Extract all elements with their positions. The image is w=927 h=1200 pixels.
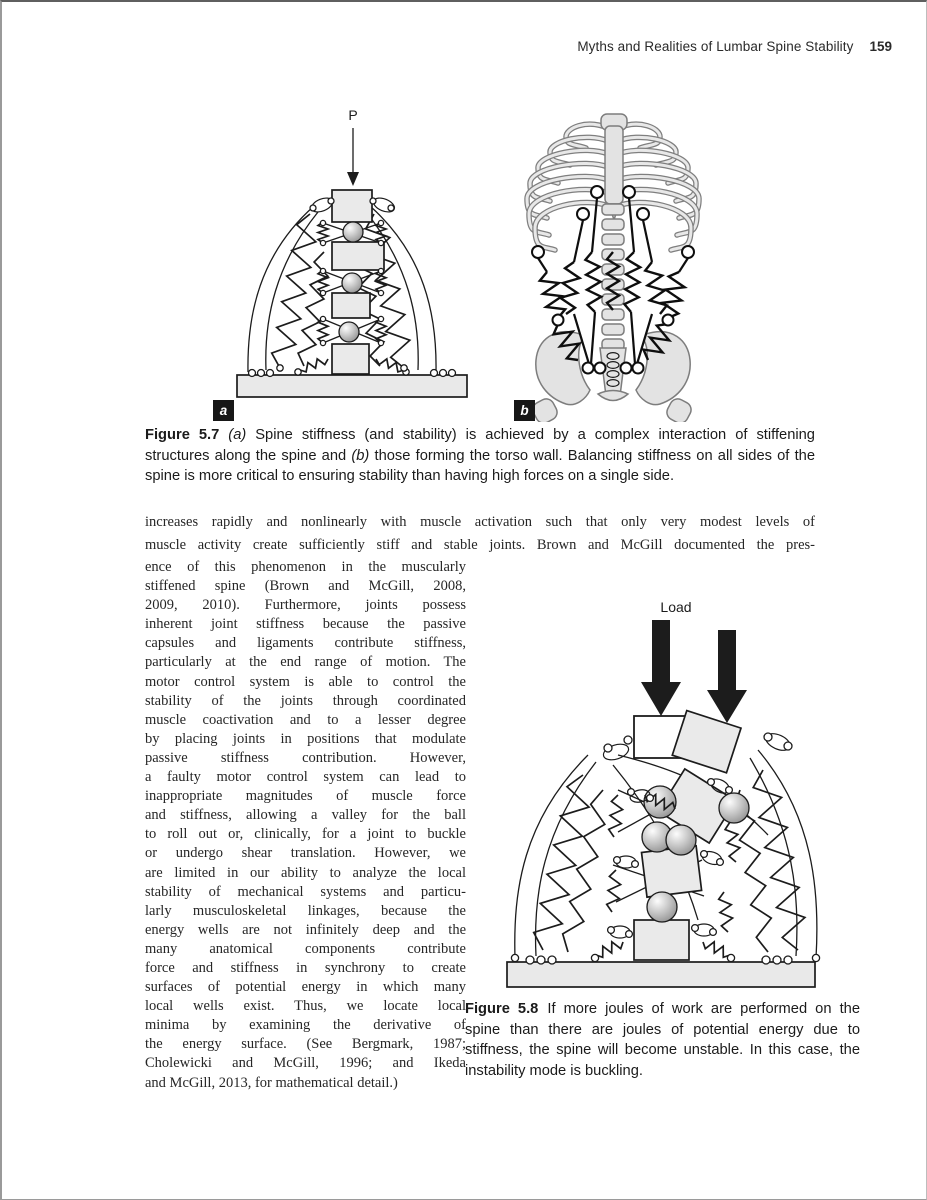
text-line: or undergo shear translation. However, we <box>145 845 466 862</box>
text-line: motor control system is able to control the <box>145 673 466 690</box>
text-line: stability of the joints through coordinated <box>145 692 466 709</box>
force-p-label: P <box>348 107 358 123</box>
caption-text: those forming the torso wall. Balancing stiffness on all sides of the spine is more critical to ensuring stability than having high forces on a single side. <box>145 447 815 485</box>
text-line: surfaces of potential energy in which many <box>145 979 466 996</box>
base-platform <box>507 962 815 987</box>
text-line: ence of this phenomenon in the muscularly <box>145 559 466 575</box>
load-label: Load <box>660 599 692 615</box>
caption-text: Spine stiffness (and stability) is achieved by a complex interaction of stiffening structures along the spine and <box>145 427 815 464</box>
figure-5-7a-spine-model-illustration <box>192 102 492 422</box>
caption-italic-b: (b) <box>351 447 370 464</box>
text-line: inappropriate magnitudes of muscle force <box>145 788 466 805</box>
text-line: passive stiffness contribution. However, <box>145 749 466 766</box>
text-line: many anatomical components contribute <box>145 940 466 957</box>
figure-5-7-caption <box>145 425 815 487</box>
load-arrows-icon <box>641 620 747 723</box>
text-line: energy wells are not infinitely deep and the <box>145 921 466 938</box>
disc-balls <box>339 222 363 342</box>
panel-b-badge: b <box>514 400 535 421</box>
text-line: 2009, 2010). Furthermore, joints possess <box>145 597 466 614</box>
page-number: 159 <box>869 39 892 54</box>
running-head-title: Myths and Realities of Lumbar Spine Stability <box>577 39 854 54</box>
panel-a-badge: a <box>213 400 234 421</box>
text-line: and McGill, 2013, for mathematical detail.) <box>145 1074 398 1091</box>
body-intro-paragraph <box>145 511 815 556</box>
caption-text: If more joules of work are performed on the spine than there are joules of potential energy due to stiffness, the spine will become unstable. In this case, the instability mode is buckling. <box>465 1001 860 1079</box>
text-line: larly musculoskeletal linkages, because the <box>145 902 466 919</box>
text-line: are limited in our ability to analyze the local <box>145 864 466 881</box>
text-line: muscle activity create sufficiently stiff and stable joints. Brown and McGill documented the pres- <box>145 536 815 553</box>
text-line: by placing joints in positions that modulate <box>145 730 466 747</box>
text-line: stability of mechanical systems and particu- <box>145 883 466 900</box>
p-force-arrow-icon <box>347 128 359 186</box>
text-line: increases rapidly and nonlinearly with muscle activation such that only very modest levels of <box>145 514 815 530</box>
text-line: capsules and ligaments contribute stiffness, <box>145 635 466 652</box>
text-line: a faulty motor control system can lead to <box>145 769 466 786</box>
text-line: the energy surface. (See Bergmark, 1987; <box>145 1036 466 1053</box>
running-head <box>577 39 892 54</box>
text-line: force and stiffness in synchrony to create <box>145 959 466 976</box>
text-line: stiffened spine (Brown and McGill, 2008, <box>145 578 466 595</box>
sternum-and-spine <box>600 114 627 396</box>
text-line: minima by examining the derivative of <box>145 1017 466 1034</box>
text-line: particularly at the end range of motion. The <box>145 654 466 671</box>
text-line: and stiffness, allowing a valley for the ball <box>145 807 466 824</box>
text-line: to roll out or, clinically, for a joint to buckle <box>145 826 466 843</box>
figure-5-8-caption-label: Figure 5.8 <box>465 1001 539 1017</box>
text-line: local wells exist. Thus, we locate local <box>145 998 466 1015</box>
figure-5-8-caption <box>465 999 860 1081</box>
base-platform <box>237 375 467 397</box>
body-left-column <box>145 558 466 1093</box>
text-line: Cholewicki and McGill, 1996; and Ikeda <box>145 1055 466 1072</box>
figure-5-7-caption-label: Figure 5.7 <box>145 427 220 443</box>
caption-italic-a: (a) <box>228 427 247 443</box>
text-line: inherent joint stiffness because the passive <box>145 616 466 633</box>
text-line: muscle coactivation and to a lesser degree <box>145 711 466 728</box>
figure-5-8-buckling-model-illustration <box>468 590 858 990</box>
figure-5-7b-torso-skeleton-illustration <box>502 102 722 422</box>
